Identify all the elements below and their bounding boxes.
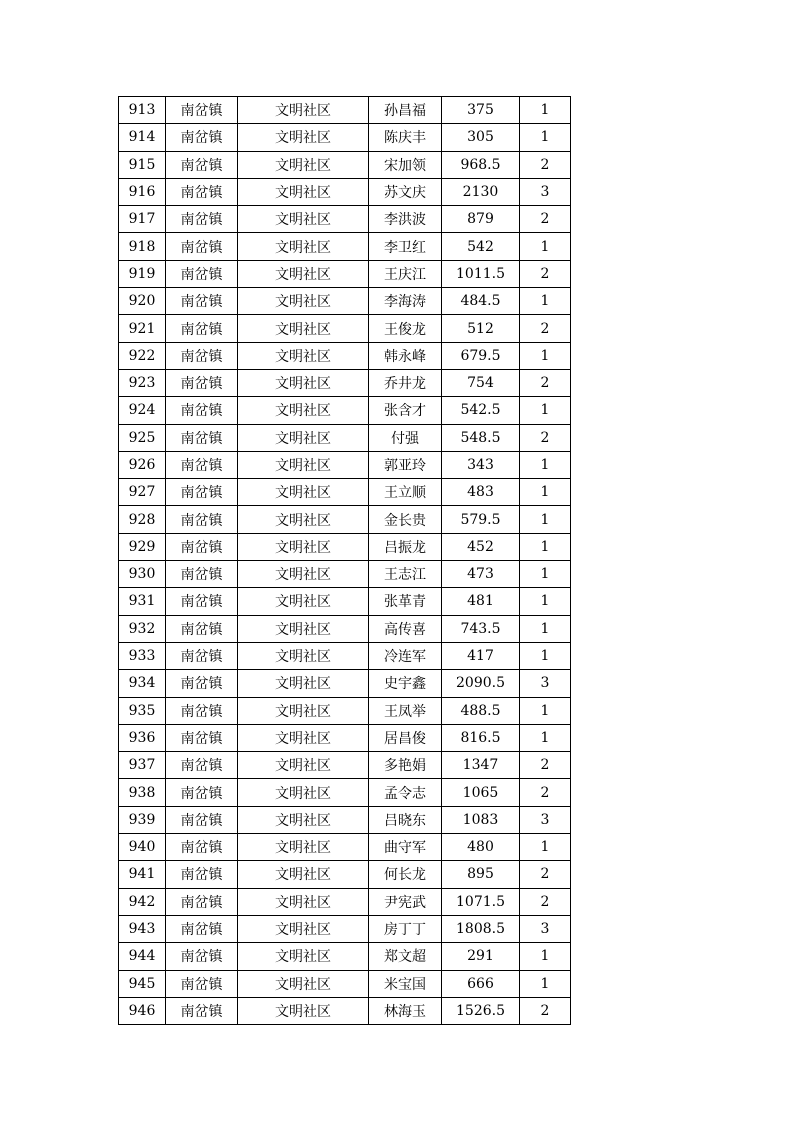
- town-cell: 南岔镇: [166, 342, 238, 369]
- amount-cell: 2090.5: [442, 670, 520, 697]
- table-row: [119, 260, 571, 287]
- amount-cell: 1808.5: [442, 915, 520, 942]
- community-cell: 文明社区: [238, 97, 369, 124]
- amount-cell: 512: [442, 315, 520, 342]
- name-cell: 多艳娟: [369, 752, 442, 779]
- community-cell: 文明社区: [238, 670, 369, 697]
- amount-cell: 291: [442, 943, 520, 970]
- amount-cell: 879: [442, 206, 520, 233]
- amount-cell: 1011.5: [442, 260, 520, 287]
- persons-cell: 2: [520, 260, 571, 287]
- town-cell: 南岔镇: [166, 724, 238, 751]
- name-cell: 陈庆丰: [369, 124, 442, 151]
- table-row: [119, 943, 571, 970]
- community-cell: 文明社区: [238, 561, 369, 588]
- amount-cell: 816.5: [442, 724, 520, 751]
- community-cell: 文明社区: [238, 915, 369, 942]
- persons-cell: 1: [520, 642, 571, 669]
- table-row: [119, 178, 571, 205]
- table-row: [119, 888, 571, 915]
- table-row: [119, 288, 571, 315]
- town-cell: 南岔镇: [166, 615, 238, 642]
- persons-cell: 1: [520, 97, 571, 124]
- name-cell: 郑文超: [369, 943, 442, 970]
- amount-cell: 484.5: [442, 288, 520, 315]
- row-number-cell: 941: [119, 861, 166, 888]
- town-cell: 南岔镇: [166, 451, 238, 478]
- row-number-cell: 917: [119, 206, 166, 233]
- table-row: [119, 642, 571, 669]
- town-cell: 南岔镇: [166, 997, 238, 1024]
- name-cell: 吕晓东: [369, 806, 442, 833]
- name-cell: 史宇鑫: [369, 670, 442, 697]
- town-cell: 南岔镇: [166, 779, 238, 806]
- persons-cell: 2: [520, 752, 571, 779]
- name-cell: 宋加领: [369, 151, 442, 178]
- name-cell: 王凤举: [369, 697, 442, 724]
- row-number-cell: 922: [119, 342, 166, 369]
- name-cell: 孙昌福: [369, 97, 442, 124]
- row-number-cell: 926: [119, 451, 166, 478]
- community-cell: 文明社区: [238, 588, 369, 615]
- row-number-cell: 946: [119, 997, 166, 1024]
- row-number-cell: 925: [119, 424, 166, 451]
- persons-cell: 1: [520, 233, 571, 260]
- town-cell: 南岔镇: [166, 588, 238, 615]
- table-body: [119, 97, 571, 1025]
- persons-cell: 1: [520, 451, 571, 478]
- persons-cell: 1: [520, 697, 571, 724]
- name-cell: 居昌俊: [369, 724, 442, 751]
- name-cell: 张革青: [369, 588, 442, 615]
- town-cell: 南岔镇: [166, 206, 238, 233]
- table-row: [119, 588, 571, 615]
- amount-cell: 1526.5: [442, 997, 520, 1024]
- town-cell: 南岔镇: [166, 260, 238, 287]
- row-number-cell: 918: [119, 233, 166, 260]
- community-cell: 文明社区: [238, 397, 369, 424]
- name-cell: 吕振龙: [369, 533, 442, 560]
- community-cell: 文明社区: [238, 724, 369, 751]
- row-number-cell: 936: [119, 724, 166, 751]
- table-row: [119, 315, 571, 342]
- amount-cell: 343: [442, 451, 520, 478]
- row-number-cell: 943: [119, 915, 166, 942]
- amount-cell: 481: [442, 588, 520, 615]
- row-number-cell: 945: [119, 970, 166, 997]
- town-cell: 南岔镇: [166, 670, 238, 697]
- persons-cell: 2: [520, 861, 571, 888]
- persons-cell: 2: [520, 779, 571, 806]
- name-cell: 乔井龙: [369, 369, 442, 396]
- town-cell: 南岔镇: [166, 834, 238, 861]
- name-cell: 韩永峰: [369, 342, 442, 369]
- persons-cell: 2: [520, 151, 571, 178]
- table-row: [119, 752, 571, 779]
- community-cell: 文明社区: [238, 779, 369, 806]
- amount-cell: 480: [442, 834, 520, 861]
- name-cell: 郭亚玲: [369, 451, 442, 478]
- community-cell: 文明社区: [238, 233, 369, 260]
- amount-cell: 542.5: [442, 397, 520, 424]
- persons-cell: 2: [520, 369, 571, 396]
- town-cell: 南岔镇: [166, 369, 238, 396]
- name-cell: 房丁丁: [369, 915, 442, 942]
- persons-cell: 1: [520, 288, 571, 315]
- name-cell: 苏文庆: [369, 178, 442, 205]
- table-row: [119, 151, 571, 178]
- row-number-cell: 915: [119, 151, 166, 178]
- table-row: [119, 479, 571, 506]
- row-number-cell: 927: [119, 479, 166, 506]
- town-cell: 南岔镇: [166, 561, 238, 588]
- row-number-cell: 919: [119, 260, 166, 287]
- town-cell: 南岔镇: [166, 533, 238, 560]
- row-number-cell: 916: [119, 178, 166, 205]
- persons-cell: 1: [520, 724, 571, 751]
- community-cell: 文明社区: [238, 206, 369, 233]
- persons-cell: 3: [520, 806, 571, 833]
- name-cell: 高传喜: [369, 615, 442, 642]
- name-cell: 王俊龙: [369, 315, 442, 342]
- community-cell: 文明社区: [238, 288, 369, 315]
- persons-cell: 3: [520, 915, 571, 942]
- amount-cell: 1083: [442, 806, 520, 833]
- persons-cell: 2: [520, 206, 571, 233]
- row-number-cell: 944: [119, 943, 166, 970]
- row-number-cell: 928: [119, 506, 166, 533]
- name-cell: 冷连军: [369, 642, 442, 669]
- community-cell: 文明社区: [238, 861, 369, 888]
- town-cell: 南岔镇: [166, 397, 238, 424]
- row-number-cell: 913: [119, 97, 166, 124]
- town-cell: 南岔镇: [166, 806, 238, 833]
- row-number-cell: 935: [119, 697, 166, 724]
- table-row: [119, 233, 571, 260]
- amount-cell: 375: [442, 97, 520, 124]
- amount-cell: 679.5: [442, 342, 520, 369]
- persons-cell: 2: [520, 997, 571, 1024]
- amount-cell: 452: [442, 533, 520, 560]
- amount-cell: 542: [442, 233, 520, 260]
- table-row: [119, 451, 571, 478]
- town-cell: 南岔镇: [166, 479, 238, 506]
- name-cell: 孟令志: [369, 779, 442, 806]
- community-cell: 文明社区: [238, 752, 369, 779]
- row-number-cell: 929: [119, 533, 166, 560]
- persons-cell: 1: [520, 970, 571, 997]
- community-cell: 文明社区: [238, 369, 369, 396]
- amount-cell: 666: [442, 970, 520, 997]
- town-cell: 南岔镇: [166, 697, 238, 724]
- amount-cell: 417: [442, 642, 520, 669]
- amount-cell: 473: [442, 561, 520, 588]
- row-number-cell: 921: [119, 315, 166, 342]
- community-cell: 文明社区: [238, 888, 369, 915]
- amount-cell: 548.5: [442, 424, 520, 451]
- persons-cell: 2: [520, 315, 571, 342]
- name-cell: 李海涛: [369, 288, 442, 315]
- table-row: [119, 697, 571, 724]
- persons-cell: 1: [520, 479, 571, 506]
- name-cell: 王庆江: [369, 260, 442, 287]
- table-row: [119, 397, 571, 424]
- table-row: [119, 342, 571, 369]
- row-number-cell: 931: [119, 588, 166, 615]
- row-number-cell: 938: [119, 779, 166, 806]
- row-number-cell: 940: [119, 834, 166, 861]
- persons-cell: 2: [520, 424, 571, 451]
- table-row: [119, 424, 571, 451]
- persons-cell: 1: [520, 588, 571, 615]
- row-number-cell: 942: [119, 888, 166, 915]
- name-cell: 米宝国: [369, 970, 442, 997]
- persons-cell: 1: [520, 342, 571, 369]
- community-cell: 文明社区: [238, 506, 369, 533]
- amount-cell: 754: [442, 369, 520, 396]
- amount-cell: 579.5: [442, 506, 520, 533]
- name-cell: 李洪波: [369, 206, 442, 233]
- community-cell: 文明社区: [238, 178, 369, 205]
- town-cell: 南岔镇: [166, 642, 238, 669]
- amount-cell: 895: [442, 861, 520, 888]
- town-cell: 南岔镇: [166, 151, 238, 178]
- table-row: [119, 533, 571, 560]
- community-cell: 文明社区: [238, 260, 369, 287]
- community-cell: 文明社区: [238, 834, 369, 861]
- community-cell: 文明社区: [238, 697, 369, 724]
- community-cell: 文明社区: [238, 342, 369, 369]
- table-row: [119, 779, 571, 806]
- town-cell: 南岔镇: [166, 943, 238, 970]
- table-row: [119, 861, 571, 888]
- table-row: [119, 124, 571, 151]
- community-cell: 文明社区: [238, 451, 369, 478]
- table-row: [119, 506, 571, 533]
- row-number-cell: 937: [119, 752, 166, 779]
- row-number-cell: 914: [119, 124, 166, 151]
- persons-cell: 1: [520, 943, 571, 970]
- community-cell: 文明社区: [238, 997, 369, 1024]
- town-cell: 南岔镇: [166, 424, 238, 451]
- row-number-cell: 930: [119, 561, 166, 588]
- amount-cell: 488.5: [442, 697, 520, 724]
- community-cell: 文明社区: [238, 806, 369, 833]
- name-cell: 王志江: [369, 561, 442, 588]
- town-cell: 南岔镇: [166, 233, 238, 260]
- community-cell: 文明社区: [238, 151, 369, 178]
- name-cell: 曲守军: [369, 834, 442, 861]
- row-number-cell: 933: [119, 642, 166, 669]
- community-cell: 文明社区: [238, 943, 369, 970]
- community-cell: 文明社区: [238, 642, 369, 669]
- persons-cell: 1: [520, 397, 571, 424]
- name-cell: 尹宪武: [369, 888, 442, 915]
- table-row: [119, 997, 571, 1024]
- table-row: [119, 97, 571, 124]
- community-cell: 文明社区: [238, 970, 369, 997]
- persons-cell: 1: [520, 615, 571, 642]
- community-cell: 文明社区: [238, 479, 369, 506]
- amount-cell: 1065: [442, 779, 520, 806]
- name-cell: 林海玉: [369, 997, 442, 1024]
- table-row: [119, 724, 571, 751]
- table-row: [119, 970, 571, 997]
- row-number-cell: 934: [119, 670, 166, 697]
- amount-cell: 1071.5: [442, 888, 520, 915]
- community-cell: 文明社区: [238, 124, 369, 151]
- amount-cell: 2130: [442, 178, 520, 205]
- town-cell: 南岔镇: [166, 124, 238, 151]
- persons-cell: 1: [520, 834, 571, 861]
- community-cell: 文明社区: [238, 315, 369, 342]
- name-cell: 李卫红: [369, 233, 442, 260]
- table-row: [119, 206, 571, 233]
- community-cell: 文明社区: [238, 615, 369, 642]
- name-cell: 金长贵: [369, 506, 442, 533]
- persons-cell: 3: [520, 178, 571, 205]
- town-cell: 南岔镇: [166, 178, 238, 205]
- table-row: [119, 615, 571, 642]
- town-cell: 南岔镇: [166, 315, 238, 342]
- amount-cell: 743.5: [442, 615, 520, 642]
- row-number-cell: 924: [119, 397, 166, 424]
- table-row: [119, 561, 571, 588]
- amount-cell: 968.5: [442, 151, 520, 178]
- town-cell: 南岔镇: [166, 288, 238, 315]
- name-cell: 何长龙: [369, 861, 442, 888]
- table-row: [119, 369, 571, 396]
- name-cell: 张含才: [369, 397, 442, 424]
- name-cell: 付强: [369, 424, 442, 451]
- town-cell: 南岔镇: [166, 861, 238, 888]
- table-row: [119, 670, 571, 697]
- town-cell: 南岔镇: [166, 506, 238, 533]
- town-cell: 南岔镇: [166, 888, 238, 915]
- persons-cell: 1: [520, 506, 571, 533]
- community-cell: 文明社区: [238, 533, 369, 560]
- data-table: [118, 96, 571, 1025]
- town-cell: 南岔镇: [166, 970, 238, 997]
- row-number-cell: 920: [119, 288, 166, 315]
- persons-cell: 1: [520, 561, 571, 588]
- persons-cell: 2: [520, 888, 571, 915]
- row-number-cell: 923: [119, 369, 166, 396]
- persons-cell: 1: [520, 533, 571, 560]
- row-number-cell: 939: [119, 806, 166, 833]
- amount-cell: 305: [442, 124, 520, 151]
- amount-cell: 483: [442, 479, 520, 506]
- table-row: [119, 806, 571, 833]
- table-row: [119, 834, 571, 861]
- town-cell: 南岔镇: [166, 915, 238, 942]
- row-number-cell: 932: [119, 615, 166, 642]
- community-cell: 文明社区: [238, 424, 369, 451]
- persons-cell: 3: [520, 670, 571, 697]
- persons-cell: 1: [520, 124, 571, 151]
- table-row: [119, 915, 571, 942]
- amount-cell: 1347: [442, 752, 520, 779]
- town-cell: 南岔镇: [166, 752, 238, 779]
- name-cell: 王立顺: [369, 479, 442, 506]
- town-cell: 南岔镇: [166, 97, 238, 124]
